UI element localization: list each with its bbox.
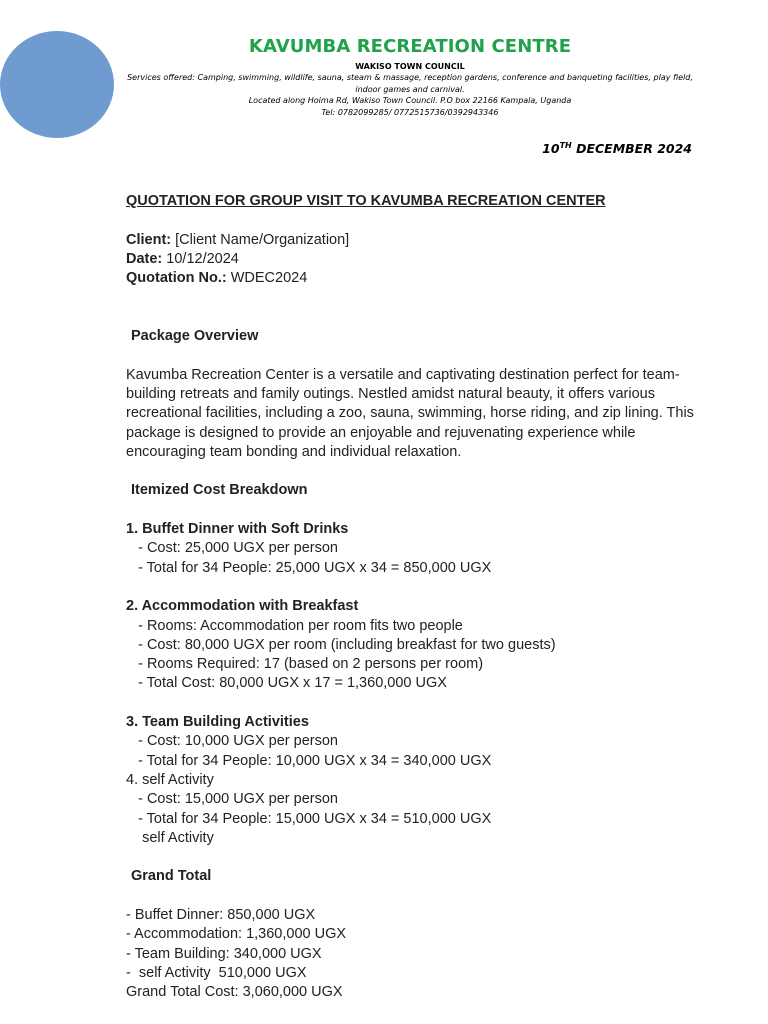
item-line: - Rooms Required: 17 (based on 2 persons per room): [126, 656, 484, 673]
item-line: - Total Cost: 80,000 UGX x 17 = 1,360,000 UGX: [126, 675, 447, 692]
client-line: [126, 231, 706, 250]
council-name: WAKISO TOWN COUNCIL: [355, 62, 465, 71]
cost-breakdown-heading: Itemized Cost Breakdown: [131, 482, 308, 499]
date-day: 10: [542, 141, 560, 156]
item-line: - Total for 34 People: 15,000 UGX x 34 = 510,000 UGX: [126, 810, 492, 827]
services-line: Services offered: Camping, swimming, wildlife, sauna, steam & massage, reception gardens, conference and banqueting facilities, play field, indoor games and carnival.: [127, 73, 693, 94]
phone-line: Tel: 0782099285/ 0772515736/0392943346: [321, 107, 499, 117]
item-title: 4. self Activity: [126, 771, 214, 788]
item-line: self Activity: [126, 829, 214, 846]
item-line: - Total for 34 People: 25,000 UGX x 34 = 850,000 UGX: [126, 559, 492, 576]
grand-total-heading: Grand Total: [131, 868, 212, 885]
document-date: [542, 141, 692, 156]
item-line: - Cost: 15,000 UGX per person: [126, 791, 338, 808]
package-overview-heading: Package Overview: [131, 328, 259, 345]
item-line: - Cost: 80,000 UGX per room (including breakfast for two guests): [126, 636, 556, 653]
date-line: [126, 250, 706, 269]
item-line: - Rooms: Accommodation per room fits two people: [126, 617, 463, 634]
location-line: Located along Hoima Rd, Wakiso Town Council. P.O box 22166 Kampala, Uganda: [248, 96, 572, 105]
client-label: Client:: [126, 231, 172, 248]
quotation-number-label: Quotation No.:: [126, 270, 227, 287]
item-title: 1. Buffet Dinner with Soft Drinks: [126, 521, 349, 538]
total-line: - Accommodation: 1,360,000 UGX: [126, 926, 347, 943]
date-value: 10/12/2024: [162, 250, 239, 267]
item-line: - Cost: 10,000 UGX per person: [126, 733, 338, 750]
quotation-number-value: WDEC2024: [226, 270, 308, 287]
item-line: - Cost: 25,000 UGX per person: [126, 540, 338, 557]
total-line: - Buffet Dinner: 850,000 UGX: [126, 906, 316, 923]
date-rest: DECEMBER 2024: [571, 141, 692, 156]
client-value: [Client Name/Organization]: [171, 231, 350, 248]
date-label: Date:: [126, 250, 163, 267]
total-line: - Team Building: 340,000 UGX: [126, 945, 322, 962]
date-suffix: TH: [559, 141, 572, 150]
item-title: 2. Accommodation with Breakfast: [126, 598, 359, 615]
item-title: 3. Team Building Activities: [126, 714, 309, 731]
grand-total-cost: Grand Total Cost: 3,060,000 UGX: [126, 984, 343, 1001]
quotation-number-line: [126, 269, 706, 288]
organization-name: KAVUMBA RECREATION CENTRE: [248, 36, 572, 57]
quotation-title: QUOTATION FOR GROUP VISIT TO KAVUMBA RECREATION CENTER: [126, 193, 606, 209]
package-overview-text: Kavumba Recreation Center is a versatile and captivating destination perfect for team-building retreats and family outings. Nestled amidst natural beauty, it offers various recreational facilities, including a zoo, sauna, swimming, horse riding, and zip lining. This package is designed to provide an enjoyable and rejuvenating experience while encouraging team bonding and individual relaxation.: [126, 366, 694, 460]
item-line: - Total for 34 People: 10,000 UGX x 34 = 340,000 UGX: [126, 752, 492, 769]
letterhead: [120, 36, 700, 118]
document-body: [126, 192, 706, 1002]
total-line: - self Activity 510,000 UGX: [126, 964, 307, 981]
logo-circle: [0, 31, 114, 138]
